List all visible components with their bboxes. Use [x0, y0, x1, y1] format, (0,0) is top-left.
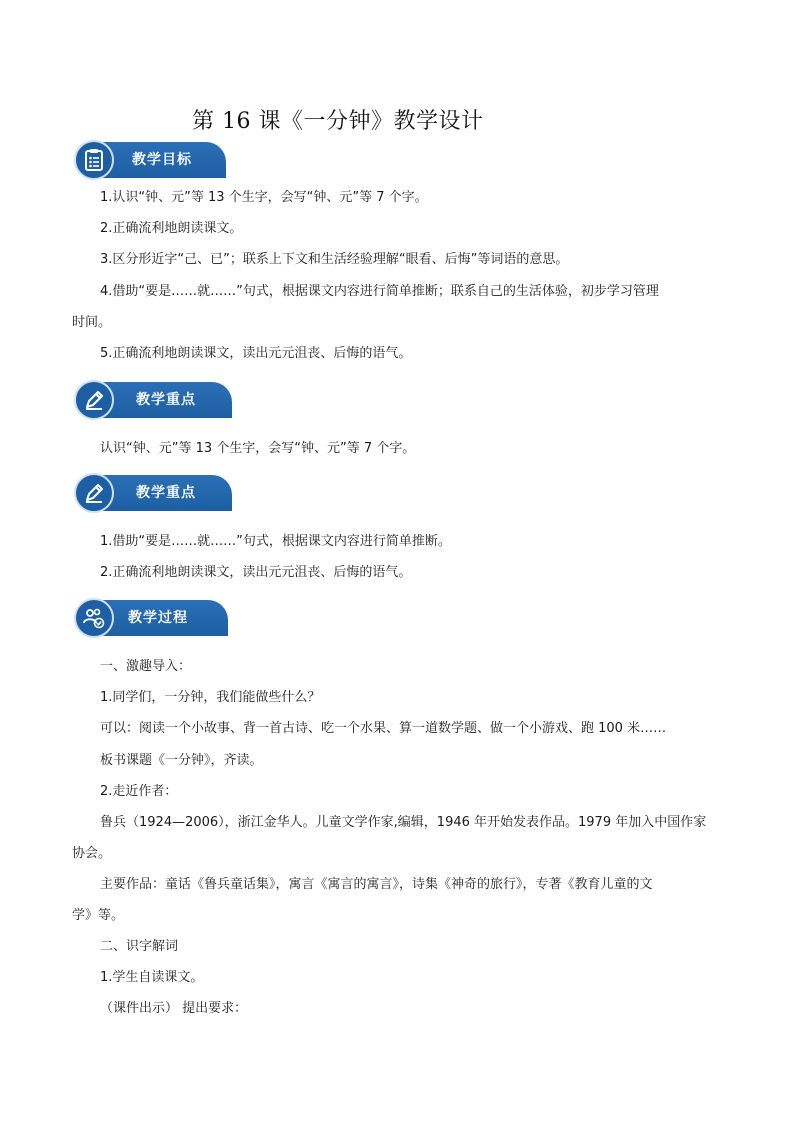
process-line: 主要作品：童话《鲁兵童话集》，寓言《寓言的寓言》，诗集《神奇的旅行》，专著《教育儿童的文: [100, 877, 653, 892]
goal-line: 5.正确流利地朗读课文，读出元元沮丧、后悔的语气。: [100, 346, 412, 361]
section-header-label: 教学重点: [136, 485, 196, 501]
section-header-difficult: [74, 473, 232, 513]
process-line: 学》等。: [72, 908, 125, 923]
section-header-process: [74, 598, 228, 638]
process-line: 2.走近作者：: [100, 784, 178, 799]
difficult-line: 2.正确流利地朗读课文，读出元元沮丧、后悔的语气。: [100, 565, 412, 580]
process-line: 1.学生自读课文。: [100, 970, 204, 985]
process-line: 协会。: [72, 846, 112, 861]
process-line: 二、识字解词: [100, 939, 179, 954]
process-line: 板书课题《一分钟》，齐读。: [100, 753, 263, 768]
section-header-key: [74, 380, 232, 420]
key-line: 认识“钟、元”等 13 个生字，会写“钟、元”等 7 个字。: [100, 441, 416, 456]
goal-line: 2.正确流利地朗读课文。: [100, 221, 243, 236]
process-line: （课件出示） 提出要求：: [100, 1001, 248, 1016]
process-line: 鲁兵（1924—2006），浙江金华人。儿童文学作家,编辑，1946 年开始发表作品。1979 年加入中国作家: [100, 815, 707, 830]
pencil-edit-icon: [74, 380, 114, 420]
clipboard-checklist-icon: [74, 140, 114, 180]
section-header-goals: [74, 140, 226, 180]
process-line: 1.同学们，一分钟，我们能做些什么？: [100, 690, 321, 705]
goal-line: 时间。: [72, 315, 112, 330]
goal-line: 1.认识“钟、元”等 13 个生字，会写“钟、元”等 7 个字。: [100, 190, 428, 205]
process-line: 可以：阅读一个小故事、背一首古诗、吃一个水果、算一道数学题、做一个小游戏、跑 100 米……: [100, 721, 667, 736]
section-header-label: 教学重点: [136, 392, 196, 408]
section-header-label: 教学目标: [132, 152, 192, 168]
difficult-line: 1.借助“要是……就……”句式，根据课文内容进行简单推断。: [100, 534, 451, 549]
section-header-label: 教学过程: [128, 610, 188, 626]
goal-line: 4.借助“要是……就……”句式，根据课文内容进行简单推断；联系自己的生活体验，初步学习管理: [100, 284, 659, 299]
page-title: 第 16 课《一分钟》教学设计: [192, 109, 484, 134]
people-check-icon: [74, 598, 114, 638]
pencil-edit-icon: [74, 473, 114, 513]
goal-line: 3.区分形近字“己、已”；联系上下文和生活经验理解“眼看、后悔”等词语的意思。: [100, 252, 569, 267]
process-line: 一、激趣导入：: [100, 659, 192, 674]
